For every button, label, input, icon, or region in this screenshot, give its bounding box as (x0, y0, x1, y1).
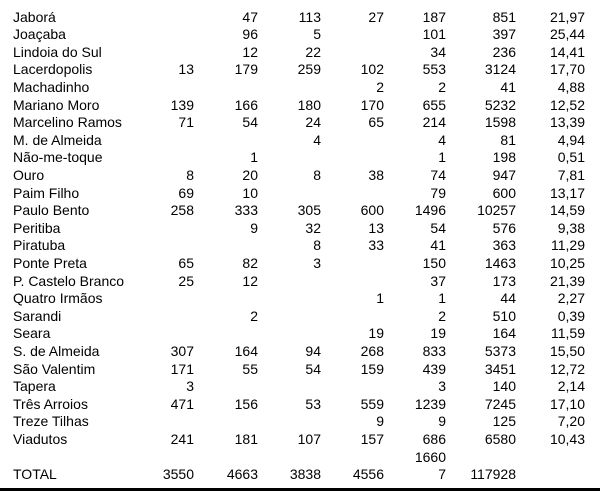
municipality-name: Paim Filho (13, 184, 80, 201)
municipality-name: Sarandi (13, 307, 62, 324)
municipality-name: Não-me-toque (13, 149, 103, 166)
value-cell-c4: 38 (368, 166, 384, 183)
value-cell-c6: 1598 (484, 114, 516, 131)
value-cell-c4: 157 (360, 430, 384, 447)
value-cell-c5: 187 (422, 8, 446, 25)
value-cell-c7: 10,25 (549, 254, 585, 271)
value-cell-c6: 600 (492, 184, 516, 201)
value-cell-c7: 14,41 (549, 43, 585, 60)
value-cell-c5: 439 (422, 360, 446, 377)
value-cell-c7: 4,88 (557, 78, 585, 95)
value-cell-c6: 5373 (484, 342, 516, 359)
value-cell-c3: 22 (305, 43, 321, 60)
value-cell-c5: 655 (422, 96, 446, 113)
table-row (0, 220, 600, 237)
value-cell-c6: 81 (500, 131, 516, 148)
value-cell-c7: 9,38 (557, 219, 585, 236)
value-cell-c5: 79 (430, 184, 446, 201)
value-cell-c2: 166 (234, 96, 258, 113)
value-cell-c5: 34 (430, 43, 446, 60)
table-row (0, 237, 600, 254)
value-cell-c7: 12,52 (549, 96, 585, 113)
value-cell-c3: 3838 (289, 466, 321, 483)
value-cell-c4: 170 (360, 96, 384, 113)
table-row (0, 449, 600, 466)
table-row (0, 396, 600, 413)
value-cell-c7: 0,51 (557, 149, 585, 166)
value-cell-c2: 9 (250, 219, 258, 236)
value-cell-c3: 259 (297, 61, 321, 78)
value-cell-c1: 65 (178, 254, 194, 271)
value-cell-c5: 214 (422, 114, 446, 131)
value-cell-c7: 13,17 (549, 184, 585, 201)
table-row (0, 413, 600, 430)
municipality-name: Machadinho (13, 78, 90, 95)
value-cell-c4: 4556 (352, 466, 384, 483)
value-cell-c2: 181 (234, 430, 258, 447)
value-cell-c6: 173 (492, 272, 516, 289)
municipality-name: Jaborá (13, 8, 56, 25)
municipality-name: Marcelino Ramos (13, 114, 122, 131)
value-cell-c6: 6580 (484, 430, 516, 447)
table-row (0, 61, 600, 78)
value-cell-c2: 12 (242, 43, 258, 60)
value-cell-c4: 9 (376, 413, 384, 430)
table-row (0, 114, 600, 131)
value-cell-c5: 553 (422, 61, 446, 78)
value-cell-c3: 24 (305, 114, 321, 131)
value-cell-c6: 851 (492, 8, 516, 25)
value-cell-c6: 576 (492, 219, 516, 236)
value-cell-c1: 258 (170, 202, 194, 219)
table-row (0, 378, 600, 395)
value-cell-c6: 7245 (484, 395, 516, 412)
value-cell-c4: 33 (368, 237, 384, 254)
value-cell-c5: 101 (422, 26, 446, 43)
value-cell-c1: 171 (170, 360, 194, 377)
value-cell-c6: 41 (500, 78, 516, 95)
value-cell-c2: 20 (242, 166, 258, 183)
table-row (0, 290, 600, 307)
value-cell-c5: 2 (438, 307, 446, 324)
value-cell-c5: 7 (438, 466, 446, 483)
value-cell-c7: 13,39 (549, 114, 585, 131)
municipality-name: Tapera (13, 378, 56, 395)
municipality-name: Três Arroios (13, 395, 88, 412)
municipality-name: P. Castelo Branco (13, 272, 125, 289)
table-row (0, 361, 600, 378)
value-cell-c6: 3124 (484, 61, 516, 78)
value-cell-c6: 510 (492, 307, 516, 324)
value-cell-c3: 305 (297, 202, 321, 219)
table-row (0, 167, 600, 184)
table-row (0, 308, 600, 325)
value-cell-c3: 5 (313, 26, 321, 43)
value-cell-c4: 19 (368, 325, 384, 342)
value-cell-c7: 12,72 (549, 360, 585, 377)
table-row (0, 149, 600, 166)
value-cell-c1: 471 (170, 395, 194, 412)
value-cell-c7: 10,43 (549, 430, 585, 447)
value-cell-c2: 12 (242, 272, 258, 289)
value-cell-c1: 8 (186, 166, 194, 183)
value-cell-c6: 198 (492, 149, 516, 166)
value-cell-c3: 8 (313, 237, 321, 254)
value-cell-c5: 54 (430, 219, 446, 236)
value-cell-c5: 37 (430, 272, 446, 289)
value-cell-c2: 164 (234, 342, 258, 359)
value-cell-c7: 14,59 (549, 202, 585, 219)
value-cell-c5: 1660 (414, 448, 446, 465)
value-cell-c5: 41 (430, 237, 446, 254)
municipality-name: S. de Almeida (13, 342, 100, 359)
table-row (0, 255, 600, 272)
value-cell-c2: 4663 (226, 466, 258, 483)
value-cell-c1: 13 (178, 61, 194, 78)
table-row (0, 9, 600, 26)
value-cell-c6: 5232 (484, 96, 516, 113)
value-cell-c2: 55 (242, 360, 258, 377)
value-cell-c5: 686 (422, 430, 446, 447)
value-cell-c7: 21,39 (549, 272, 585, 289)
value-cell-c7: 7,20 (557, 413, 585, 430)
value-cell-c7: 11,29 (551, 237, 585, 254)
municipality-name: São Valentim (13, 360, 96, 377)
municipality-name: Peritiba (13, 219, 61, 236)
value-cell-c4: 268 (360, 342, 384, 359)
value-cell-c5: 150 (422, 254, 446, 271)
table-row (0, 325, 600, 342)
table-row (0, 132, 600, 149)
value-cell-c7: 21,97 (549, 8, 585, 25)
value-cell-c1: 307 (170, 342, 194, 359)
value-cell-c1: 139 (170, 96, 194, 113)
municipality-name: TOTAL (13, 466, 57, 483)
value-cell-c4: 2 (376, 78, 384, 95)
value-cell-c6: 140 (492, 378, 516, 395)
value-cell-c4: 159 (360, 360, 384, 377)
value-cell-c5: 3 (438, 378, 446, 395)
value-cell-c3: 94 (305, 342, 321, 359)
municipality-name: Paulo Bento (13, 202, 90, 219)
table-row (0, 26, 600, 43)
value-cell-c1: 69 (178, 184, 194, 201)
value-cell-c6: 236 (492, 43, 516, 60)
value-cell-c5: 74 (430, 166, 446, 183)
value-cell-c7: 17,70 (549, 61, 585, 78)
value-cell-c5: 833 (422, 342, 446, 359)
value-cell-c7: 2,27 (557, 290, 585, 307)
value-cell-c7: 0,39 (557, 307, 585, 324)
value-cell-c3: 8 (313, 166, 321, 183)
value-cell-c1: 3550 (162, 466, 194, 483)
value-cell-c2: 156 (234, 395, 258, 412)
value-cell-c1: 25 (178, 272, 194, 289)
value-cell-c3: 4 (313, 131, 321, 148)
municipality-name: Viadutos (13, 430, 68, 447)
value-cell-c2: 96 (242, 26, 258, 43)
value-cell-c3: 3 (313, 254, 321, 271)
table-row (0, 44, 600, 61)
value-cell-c7: 4,94 (557, 131, 585, 148)
value-cell-c7: 25,44 (549, 26, 585, 43)
municipality-name: Lindoia do Sul (13, 43, 102, 60)
value-cell-c1: 3 (186, 378, 194, 395)
municipality-name: Lacerdopolis (13, 61, 93, 78)
value-cell-c7: 15,50 (549, 342, 585, 359)
value-cell-c6: 1463 (484, 254, 516, 271)
value-cell-c5: 1 (438, 149, 446, 166)
value-cell-c5: 9 (438, 413, 446, 430)
value-cell-c7: 7,81 (557, 166, 585, 183)
value-cell-c5: 1 (438, 290, 446, 307)
municipality-name: Mariano Moro (13, 96, 100, 113)
value-cell-c5: 4 (438, 131, 446, 148)
value-cell-c6: 44 (500, 290, 516, 307)
municipality-name: M. de Almeida (13, 131, 102, 148)
value-cell-c6: 117928 (470, 466, 516, 483)
value-cell-c2: 179 (234, 61, 258, 78)
value-cell-c5: 1239 (414, 395, 446, 412)
value-cell-c1: 71 (178, 114, 194, 131)
value-cell-c2: 82 (242, 254, 258, 271)
value-cell-c5: 19 (430, 325, 446, 342)
municipality-name: Joaçaba (13, 26, 66, 43)
table-row (0, 431, 600, 448)
municipality-name: Seara (13, 325, 51, 342)
value-cell-c4: 65 (368, 114, 384, 131)
municipality-name: Piratuba (13, 237, 66, 254)
table-row (0, 202, 600, 219)
value-cell-c4: 559 (360, 395, 384, 412)
value-cell-c4: 1 (376, 290, 384, 307)
value-cell-c2: 333 (234, 202, 258, 219)
value-cell-c4: 27 (368, 8, 384, 25)
municipality-name: Ouro (13, 166, 45, 183)
municipality-name: Ponte Preta (13, 254, 87, 271)
table-row (0, 343, 600, 360)
value-cell-c6: 125 (492, 413, 516, 430)
value-cell-c5: 1496 (414, 202, 446, 219)
value-cell-c4: 600 (360, 202, 384, 219)
table-row (0, 97, 600, 114)
value-cell-c3: 107 (297, 430, 321, 447)
value-cell-c7: 17,10 (549, 395, 585, 412)
table-row (0, 185, 600, 202)
value-cell-c6: 164 (492, 325, 516, 342)
value-cell-c7: 2,14 (557, 378, 585, 395)
value-cell-c3: 53 (305, 395, 321, 412)
table-row (0, 79, 600, 96)
value-cell-c3: 113 (298, 8, 321, 25)
value-cell-c6: 363 (492, 237, 516, 254)
bottom-rule (0, 488, 600, 491)
value-cell-c4: 102 (360, 61, 384, 78)
value-cell-c6: 3451 (484, 360, 516, 377)
value-cell-c3: 180 (297, 96, 321, 113)
value-cell-c1: 241 (170, 430, 194, 447)
value-cell-c2: 47 (242, 8, 258, 25)
value-cell-c2: 1 (250, 149, 258, 166)
value-cell-c2: 54 (242, 114, 258, 131)
value-cell-c6: 947 (492, 166, 516, 183)
value-cell-c4: 13 (368, 219, 384, 236)
value-cell-c5: 2 (438, 78, 446, 95)
value-cell-c6: 397 (492, 26, 516, 43)
value-cell-c6: 10257 (477, 202, 516, 219)
value-cell-c3: 32 (305, 219, 321, 236)
value-cell-c3: 54 (305, 360, 321, 377)
total-row (0, 466, 600, 483)
value-cell-c2: 2 (250, 307, 258, 324)
municipality-name: Quatro Irmãos (13, 290, 103, 307)
table-row (0, 273, 600, 290)
municipality-name: Treze Tilhas (13, 413, 89, 430)
value-cell-c7: 11,59 (551, 325, 585, 342)
value-cell-c2: 10 (242, 184, 258, 201)
